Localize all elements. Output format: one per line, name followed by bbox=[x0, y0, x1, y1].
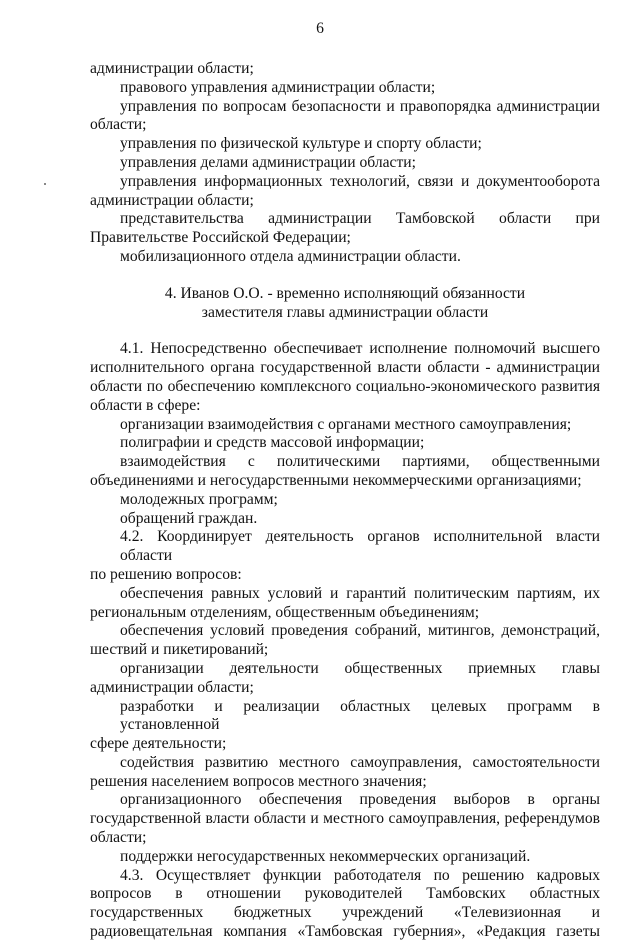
text-line: Правительстве Российской Федерации; bbox=[90, 229, 351, 247]
heading-line: 4. Иванов О.О. - временно исполняющий обязанности bbox=[164, 284, 526, 302]
text-line: администрации области; bbox=[90, 60, 254, 77]
text-line: государственной власти области и местного самоуправления, референдумов bbox=[90, 810, 600, 828]
text-line: молодежных программ; bbox=[120, 490, 278, 508]
text-line: 4.2. Координирует деятельность органов исполнительной власти области bbox=[120, 528, 600, 565]
text-line: 4.1. Непосредственно обеспечивает исполнение полномочий высшего bbox=[120, 340, 600, 358]
text-line: радиовещательная компания «Тамбовская губерния», «Редакция газеты bbox=[90, 923, 600, 941]
text-line: поддержки негосударственных некоммерческих организаций. bbox=[120, 847, 531, 865]
text-line: области по обеспечению комплексного социально-экономического развития bbox=[90, 377, 600, 395]
text-line: управления по физической культуре и спорту области; bbox=[120, 135, 482, 153]
text-line: мобилизационного отдела администрации области. bbox=[120, 247, 461, 265]
page-number: 6 bbox=[316, 20, 324, 37]
list-continuation bbox=[90, 60, 600, 267]
text-line: управления по вопросам безопасности и правопорядка администрации bbox=[120, 97, 600, 115]
text-line: сфере деятельности; bbox=[90, 735, 227, 753]
section-heading bbox=[90, 285, 600, 323]
text-line: полиграфии и средств массовой информации; bbox=[120, 434, 425, 452]
text-line: управления делами администрации области; bbox=[120, 153, 416, 171]
text-line: содействия развитию местного самоуправления, самостоятельности bbox=[120, 753, 600, 771]
text-line: разработки и реализации областных целевых программ в установленной bbox=[120, 697, 600, 734]
text-line: организационного обеспечения проведения выборов в органы bbox=[120, 791, 600, 809]
document-body bbox=[90, 60, 600, 942]
text-line: 4.3. Осуществляет функции работодателя по решению кадровых bbox=[120, 866, 600, 884]
text-line: региональным отделениям, общественным объединениям; bbox=[90, 603, 480, 621]
text-line: объединениями и негосударственными некоммерческими организациями; bbox=[90, 471, 582, 489]
text-line: обеспечения равных условий и гарантий политическим партиям, их bbox=[120, 584, 600, 602]
section-body bbox=[90, 340, 600, 942]
text-line: организации взаимодействия с органами местного самоуправления; bbox=[120, 415, 572, 433]
text-line: области в сфере: bbox=[90, 396, 201, 414]
text-line: исполнительного органа государственной власти области - администрации bbox=[90, 359, 600, 377]
text-line: области; bbox=[90, 116, 147, 134]
text-line: вопросов в отношении руководителей Тамбовских областных bbox=[90, 885, 600, 903]
text-line: управления информационных технологий, связи и документооборота bbox=[120, 172, 600, 190]
text-line: шествий и пикетирований; bbox=[90, 641, 269, 659]
text-line: решения населением вопросов местного значения; bbox=[90, 772, 427, 790]
text-line: администрации области; bbox=[90, 678, 254, 696]
heading-line: заместителя главы администрации области bbox=[201, 303, 489, 321]
text-line: взаимодействия с политическими партиями, общественными bbox=[120, 453, 600, 471]
text-line: правового управления администрации области; bbox=[120, 78, 436, 96]
margin-mark bbox=[44, 183, 46, 185]
text-line: области; bbox=[90, 829, 147, 847]
text-line: представительства администрации Тамбовской области при bbox=[120, 210, 600, 228]
text-line: обеспечения условий проведения собраний, митингов, демонстраций, bbox=[120, 622, 600, 640]
text-line: организации деятельности общественных приемных главы bbox=[120, 659, 600, 677]
text-line: обращений граждан. bbox=[120, 509, 258, 527]
text-line: администрации области; bbox=[90, 191, 254, 209]
text-line: по решению вопросов: bbox=[90, 565, 242, 583]
text-line: государственных бюджетных учреждений «Телевизионная и bbox=[90, 904, 600, 922]
